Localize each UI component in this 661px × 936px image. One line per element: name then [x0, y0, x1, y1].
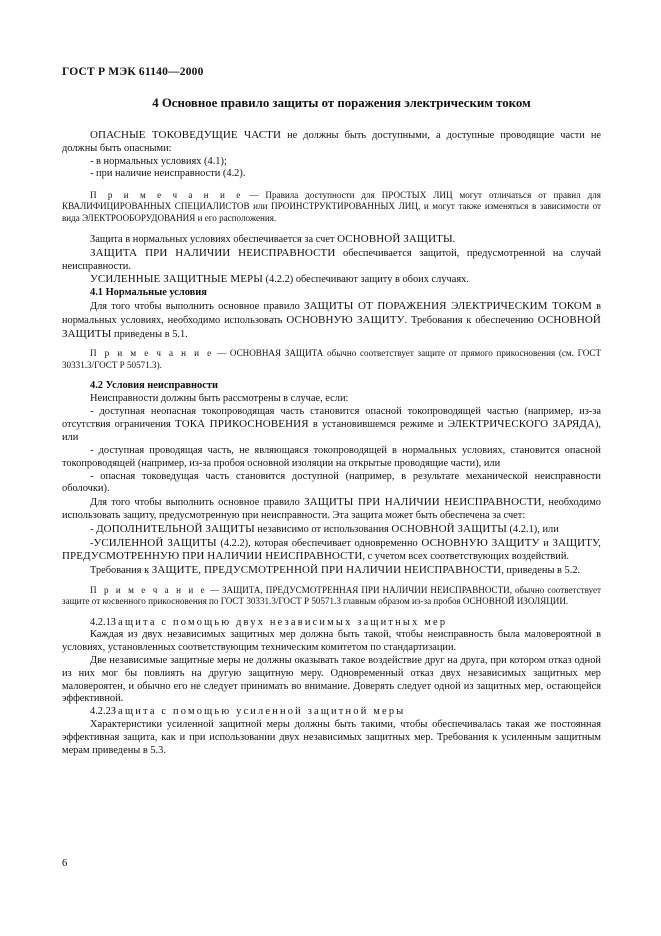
- text: не должны быть доступными, а доступные проводящие части не должны быть опасными:: [62, 130, 601, 154]
- text: независимо от использования: [254, 523, 392, 535]
- list-item: [62, 537, 601, 565]
- text: — Правила доступности для: [242, 190, 382, 201]
- list-item: [62, 523, 601, 537]
- text: Защита в нормальных условиях обеспечивается за счет: [90, 234, 338, 246]
- intro-paragraph: [62, 129, 601, 156]
- subsection-heading-4-2: 4.2 Условия неисправности: [90, 380, 218, 392]
- text: Требования к: [90, 565, 152, 577]
- text: (4.2.1), или: [506, 523, 559, 535]
- text: в установившемся режиме и: [308, 419, 448, 431]
- text: - доступная неопасная токопроводящая часть становится опасной токопроводящей частью (например, из-за отсутствия ограничения: [62, 405, 601, 431]
- list-item: - при наличие неисправности (4.2).: [90, 168, 246, 180]
- text: , приведены в 5.2.: [501, 565, 581, 577]
- note: [62, 348, 601, 371]
- term: ДОПОЛНИТЕЛЬНОЙ ЗАЩИТЫ: [96, 522, 255, 535]
- list-item: - в нормальных условиях (4.1);: [90, 155, 227, 167]
- term: КВАЛИФИЦИРОВАННЫХ СПЕЦИАЛИСТОВ: [62, 201, 250, 212]
- clause-number: 4.2.1: [90, 616, 111, 628]
- term: ЗАЩИТЫ ОТ ПОРАЖЕНИЯ ЭЛЕКТРИЧЕСКИМ ТОКОМ: [304, 300, 592, 313]
- paragraph: Неисправности должны быть рассмотрены в случае, если:: [90, 392, 349, 404]
- text: обеспечивается защитой, предусмотренной на случай неисправности.: [62, 247, 602, 272]
- text: .: [452, 234, 456, 246]
- text: , необходимо использовать защиту, предусмотренную при неисправности. Эта защита может быть обеспечена за счет:: [62, 497, 601, 522]
- term: ЗАЩИТЫ ПРИ НАЛИЧИИ НЕИСПРАВНОСТИ: [304, 496, 542, 509]
- term: ОПАСНЫЕ ТОКОВЕДУЩИЕ ЧАСТИ: [90, 129, 282, 141]
- text: (4.2.2) обеспечивают защиту в обоих случаях.: [262, 274, 469, 286]
- text: —: [213, 348, 230, 359]
- text: . Требования к обеспечению: [404, 314, 538, 326]
- text: и: [539, 537, 553, 549]
- clause-title: Защита с помощью двух независимых защитных мер: [110, 616, 448, 628]
- term: ЭЛЕКТРООБОРУДОВАНИЯ: [82, 212, 196, 223]
- term: ЗАЩИТА, ПРЕДУСМОТРЕННАЯ ПРИ НАЛИЧИИ НЕИСПРАВНОСТИ: [221, 585, 510, 595]
- term: ОСНОВНУЮ ЗАЩИТУ: [286, 313, 405, 326]
- note: [62, 190, 601, 224]
- text: или: [249, 201, 272, 212]
- term: ОСНОВНОЙ ЗАЩИТЫ: [337, 233, 453, 246]
- term: ЭЛЕКТРИЧЕСКОГО ЗАРЯДА: [447, 418, 595, 431]
- text: обычно соответствует защите от прямого прикосновения (см. ГОСТ 30331.3/ГОСТ Р 50571.3).: [62, 348, 602, 370]
- note-label: П р и м е ч а н и е: [90, 585, 207, 595]
- text: могут отличаться от правил для: [452, 190, 601, 201]
- note-label: П р и м е ч а н и е: [90, 190, 243, 201]
- term: ПРОСТЫХ ЛИЦ: [381, 190, 453, 201]
- text: в нормальных условиях, необходимо использовать: [62, 301, 601, 326]
- standard-header: ГОСТ Р МЭК 61140—2000: [62, 66, 204, 78]
- text: -: [90, 537, 94, 549]
- term: ЗАЩИТА ПРИ НАЛИЧИИ НЕИСПРАВНОСТИ: [90, 246, 336, 259]
- paragraph: [62, 233, 601, 247]
- term: ЗАЩИТЕ, ПРЕДУСМОТРЕННОЙ ПРИ НАЛИЧИИ НЕИСПРАВНОСТИ: [151, 564, 502, 577]
- term: ОСНОВНАЯ ЗАЩИТА: [229, 348, 324, 359]
- clause-title: Защита с помощью усиленной защитной меры: [110, 706, 406, 718]
- note: [62, 585, 601, 608]
- page-number: 6: [62, 858, 68, 869]
- paragraph: Характеристики усиленной защитной меры должны быть такими, чтобы обеспечивалась такая же постоянная эффективная защита, как и при использовании двух независимых защитных мер. Требования к усиленным защитным мерам приведены в 5.3.: [62, 718, 601, 756]
- text: приведены в 5.1.: [111, 328, 188, 340]
- paragraph: Каждая из двух независимых защитных мер должна быть такой, чтобы неисправность была маловероятной в условиях, установленных соответствующим техническим комитетом по стандартизации.: [62, 629, 601, 654]
- section-title: 4 Основное правило защиты от поражения электрическим током: [152, 96, 531, 110]
- text: и его расположения.: [195, 212, 277, 223]
- term: ТОКА ПРИКОСНОВЕНИЯ: [175, 418, 309, 431]
- term: ПРОИНСТРУКТИРОВАННЫХ ЛИЦ: [271, 201, 418, 212]
- paragraph: [62, 273, 601, 287]
- text: Для того чтобы выполнить основное правило: [90, 301, 305, 313]
- list-item: - опасная токоведущая часть становится доступной (например, в результате механической неисправности оболочки).: [62, 470, 601, 495]
- subsection-heading-4-1: 4.1 Нормальные условия: [90, 287, 207, 299]
- text: .: [565, 596, 569, 607]
- text: -: [90, 523, 97, 535]
- term: ЗАЩИТУ, ПРЕДУСМОТРЕННУЮ ПРИ НАЛИЧИИ НЕИСПРАВНОСТИ: [62, 536, 601, 563]
- term: УСИЛЕННЫЕ ЗАЩИТНЫЕ МЕРЫ: [90, 273, 263, 286]
- note-label: П р и м е ч а н и е: [90, 348, 214, 359]
- subsection-heading-4-2-1: [62, 617, 601, 630]
- text: , обычно соответствует защите от косвенного прикосновения по ГОСТ 30331.3/ГОСТ Р 50571.3 главным образом из-за пробоя: [62, 585, 602, 607]
- clause-number: 4.2.2: [90, 706, 111, 718]
- text: , и могут также изменяться в зависимости от вида: [62, 201, 601, 223]
- paragraph: [62, 300, 601, 341]
- paragraph: Две независимые защитные меры не должны оказывать такое воздействие друг на друга, при котором отказ одной из них мог бы повлиять на другую защитную меру. Одновременный отказ двух независимых защитных мер маловероятен, и обычно его не следует принимать во внимание. Доверять следует одной из защитных мер, остающейся эффективной.: [62, 654, 601, 705]
- list-item: - доступная проводящая часть, не являющаяся токопроводящей в нормальных условиях, становится опасной токопроводящей (например, из-за пробоя основной изоляции на открытые проводящие части), или: [62, 445, 601, 469]
- paragraph: [62, 496, 601, 523]
- paragraph: [62, 247, 601, 274]
- text: , с учетом всех соответствующих воздействий.: [362, 551, 569, 563]
- text: —: [206, 585, 222, 595]
- term: ОСНОВНОЙ ИЗОЛЯЦИИ: [462, 596, 566, 607]
- subsection-heading-4-2-2: [62, 706, 601, 719]
- text: ), или: [62, 419, 601, 444]
- term: ОСНОВНОЙ ЗАЩИТЫ: [391, 522, 507, 535]
- text: Для того чтобы выполнить основное правило: [90, 497, 305, 509]
- term: УСИЛЕННОЙ ЗАЩИТЫ: [93, 536, 217, 549]
- text: (4.2.2), которая обеспечивает одновременно: [216, 537, 422, 549]
- list-item: [62, 406, 601, 445]
- term: ОСНОВНУЮ ЗАЩИТУ: [421, 536, 540, 549]
- term: ОСНОВНОЙ ЗАЩИТЫ: [62, 313, 601, 340]
- paragraph: [62, 564, 601, 578]
- page-content: [62, 96, 601, 757]
